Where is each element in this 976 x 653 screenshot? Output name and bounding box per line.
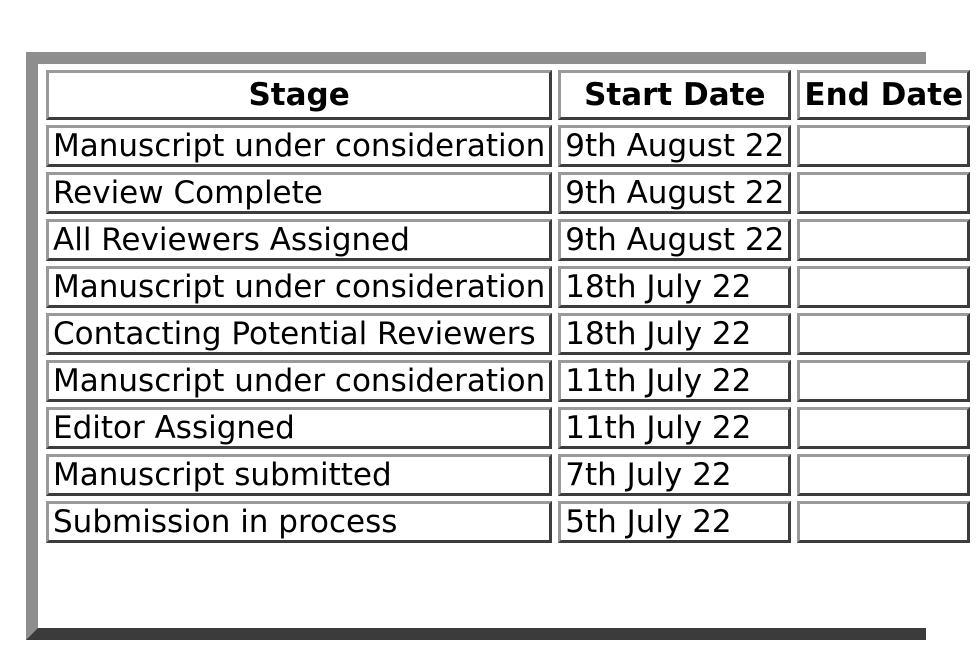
column-header-stage: Stage	[46, 70, 552, 120]
end-date-cell	[797, 219, 970, 261]
stage-cell: Contacting Potential Reviewers	[46, 313, 552, 355]
end-date-cell	[797, 172, 970, 214]
stage-cell: Review Complete	[46, 172, 552, 214]
end-date-cell	[797, 266, 970, 308]
stage-cell: Submission in process	[46, 501, 552, 543]
end-date-cell	[797, 360, 970, 402]
start-date-cell: 18th July 22	[558, 266, 791, 308]
start-date-cell: 5th July 22	[558, 501, 791, 543]
column-header-start-date: Start Date	[558, 70, 791, 120]
end-date-cell	[797, 313, 970, 355]
start-date-cell: 11th July 22	[558, 360, 791, 402]
end-date-cell	[797, 501, 970, 543]
stage-cell: All Reviewers Assigned	[46, 219, 552, 261]
start-date-cell: 9th August 22	[558, 125, 791, 167]
table-header-row	[46, 70, 970, 120]
stage-cell: Manuscript under consideration	[46, 360, 552, 402]
end-date-cell	[797, 125, 970, 167]
start-date-cell: 11th July 22	[558, 407, 791, 449]
column-header-end-date: End Date	[797, 70, 970, 120]
table-row	[46, 172, 970, 214]
table-row	[46, 219, 970, 261]
table-row	[46, 454, 970, 496]
start-date-cell: 7th July 22	[558, 454, 791, 496]
end-date-cell	[797, 407, 970, 449]
end-date-cell	[797, 454, 970, 496]
stage-cell: Manuscript under consideration	[46, 125, 552, 167]
table-row	[46, 360, 970, 402]
table-row	[46, 266, 970, 308]
table-row	[46, 313, 970, 355]
table-row	[46, 407, 970, 449]
start-date-cell: 9th August 22	[558, 219, 791, 261]
stage-cell: Manuscript under consideration	[46, 266, 552, 308]
stage-cell: Manuscript submitted	[46, 454, 552, 496]
start-date-cell: 18th July 22	[558, 313, 791, 355]
table-row	[46, 125, 970, 167]
table-row	[46, 501, 970, 543]
stage-cell: Editor Assigned	[46, 407, 552, 449]
manuscript-status-table	[40, 65, 976, 548]
start-date-cell: 9th August 22	[558, 172, 791, 214]
